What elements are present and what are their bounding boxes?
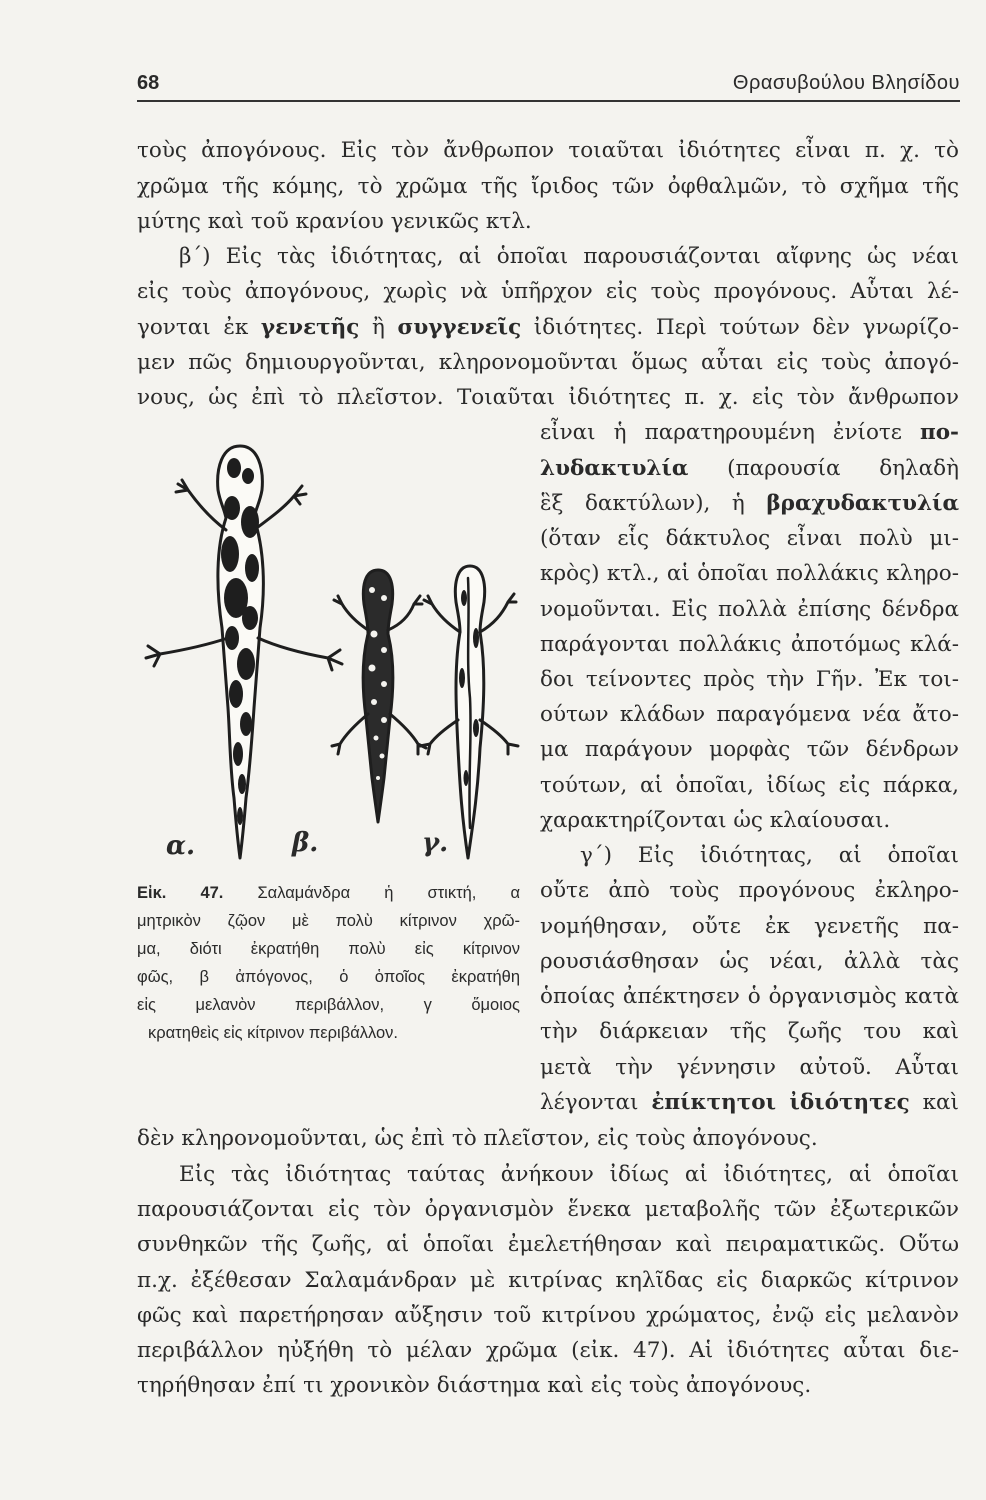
- text-line-acquired: [540, 1088, 959, 1118]
- text-line: ρουσιάσθησαν ὡς νέαι, ἀλλὰ τὰς: [540, 949, 959, 974]
- text-line: τοὺς ἀπογόνους. Εἰς τὸν ἄνθρωπον τοιαῦται ἰδιότητες εἶναι π. χ. τὸ: [137, 138, 959, 163]
- term-polydactyly: λυδακτυλία: [540, 456, 689, 481]
- paragraph-gamma-start: γ΄) Εἰς ἰδιότητας, αἱ ὁποῖαι: [580, 843, 959, 868]
- text-line: μα παράγουν μορφὰς τῶν δένδρων: [540, 737, 959, 762]
- text-line: τὴν διάρκειαν τῆς ζωῆς του καὶ: [540, 1019, 959, 1044]
- text-span: (παρουσία δηλαδὴ: [688, 456, 959, 481]
- text-line: π.χ. ἐξέθεσαν Σαλαμάνδραν μὲ κιτρίνας κηλῖδας εἰς διαρκῶς κίτρινον: [137, 1268, 959, 1293]
- text-line: φῶς καὶ παρετήρησαν αὔξησιν τοῦ κιτρίνου χρώματος, ἐνῷ εἰς μελανὸν: [137, 1303, 959, 1328]
- figure-number: Εἰκ. 47.: [137, 884, 224, 902]
- figure-label-a: α.: [166, 831, 196, 861]
- text-line-polydactyly-2: [540, 454, 959, 484]
- figure-salamanders: [140, 438, 525, 870]
- text-line: κρὸς) κτλ., αἱ ὁποῖαι πολλάκις κληρο-: [540, 561, 959, 586]
- caption-span: Σαλαμάνδρα ἡ στικτή, α: [223, 884, 520, 902]
- text-line: ὁποίας ἀπέκτησεν ὁ ὀργανισμὸς κατὰ: [540, 984, 959, 1009]
- text-line: μεν πῶς δημιουργοῦνται, κληρονομοῦνται ὅμως αὗται εἰς τοὺς ἀπογό-: [137, 350, 959, 375]
- running-title: Θρασυβούλου Βλησίδου: [732, 72, 960, 94]
- text-span: ἰδιότητες. Περὶ τούτων δὲν γνωρίζο-: [521, 315, 959, 340]
- figure-caption-line: [137, 880, 520, 906]
- term-congenital: συγγενεῖς: [397, 315, 522, 340]
- text-line: εἰς τοὺς ἀπογόνους, χωρὶς νὰ ὑπῆρχον εἰς τοὺς προγόνους. Αὗται λέ-: [137, 279, 959, 304]
- text-line: τηρήθησαν ἐπί τι χρονικὸν διάστημα καὶ εἰς τοὺς ἀπογόνους.: [137, 1373, 812, 1398]
- text-span: γονται ἐκ: [137, 315, 261, 340]
- figure-caption-line: εἰς μελανὸν περιβάλλον, γ ὅμοιος: [137, 996, 520, 1014]
- figure-caption-line: μα, διότι ἐκρατήθη πολὺ εἰς κίτρινον: [137, 940, 520, 958]
- term-genetic: γενετῆς: [260, 315, 360, 340]
- figure-caption-line: κρατηθεὶς εἰς κίτρινον περιβάλλον.: [148, 1024, 398, 1042]
- salamander-c-drawing: [420, 566, 518, 858]
- text-span: ἢ: [359, 315, 398, 340]
- text-line: νομοῦνται. Εἰς πολλὰ ἐπίσης δένδρα: [540, 597, 959, 622]
- term-poly-part: πο-: [919, 420, 959, 445]
- text-line-genetic: [137, 313, 959, 343]
- text-line: δοι τείνοντες πρὸς τὴν Γῆν. Ἐκ τοι-: [540, 667, 959, 692]
- text-span: ἓξ δακτύλων), ἡ: [540, 491, 767, 516]
- text-line: συνθηκῶν τῆς ζωῆς, αἱ ὁποῖαι ἐμελετήθησαν καὶ πειραματικῶς. Οὕτω: [137, 1232, 959, 1257]
- text-span: εἶναι ἡ παρατηρουμένη ἐνίοτε: [540, 420, 920, 445]
- text-line: παράγονται πολλάκις ἀποτόμως κλά-: [540, 632, 959, 657]
- text-line: μετὰ τὴν γέννησιν αὐτοῦ. Αὗται: [540, 1055, 959, 1080]
- term-brachydactyly: βραχυδακτυλία: [766, 491, 959, 516]
- salamander-illustration: [140, 438, 525, 870]
- paragraph-beta-start: β΄) Εἰς τὰς ἰδιότητας, αἱ ὁποῖαι παρουσιάζονται αἴφνης ὡς νέαι: [179, 244, 959, 269]
- text-line-polydactyly: [540, 418, 959, 448]
- text-span: λέγονται: [540, 1090, 652, 1115]
- page-header: [137, 70, 960, 102]
- figure-caption-line: μητρικὸν ζῷον μὲ πολὺ κίτρινον χρῶ-: [137, 912, 520, 930]
- text-line: νους, ὡς ἐπὶ τὸ πλεῖστον. Τοιαῦται ἰδιότητες π. χ. εἰς τὸν ἄνθρωπον: [137, 385, 959, 410]
- text-line: ούτων κλάδων παραγόμενα νέα ἄτο-: [540, 702, 959, 727]
- term-acquired-traits: ἐπίκτητοι ἰδιότητες: [651, 1090, 910, 1115]
- text-line: τούτων, αἱ ὁποῖαι, ἰδίως εἰς πάρκα,: [540, 773, 959, 798]
- text-line: χρῶμα τῆς κόμης, τὸ χρῶμα τῆς ἴριδος τῶν ὀφθαλμῶν, τὸ σχῆμα τῆς: [137, 174, 959, 199]
- text-line: περιβάλλον ηὐξήθη τὸ μέλαν χρῶμα (εἰκ. 47). Αἱ ἰδιότητες αὗται διε-: [137, 1338, 959, 1363]
- text-line: δὲν κληρονομοῦνται, ὡς ἐπὶ τὸ πλεῖστον, εἰς τοὺς ἀπογόνους.: [137, 1126, 818, 1151]
- text-line-brachydactyly: [540, 489, 959, 519]
- text-line: παρουσιάζονται εἰς τὸν ὀργανισμὸν ἕνεκα μεταβολῆς τῶν ἐξωτερικῶν: [137, 1197, 959, 1222]
- paragraph-start: Εἰς τὰς ἰδιότητας ταύτας ἀνήκουν ἰδίως αἱ ἰδιότητες, αἱ ὁποῖαι: [179, 1162, 959, 1187]
- figure-label-b: β.: [292, 828, 319, 858]
- figure-label-c: γ.: [422, 828, 449, 858]
- text-line: χαρακτηρίζονται ὡς κλαίουσαι.: [540, 808, 891, 833]
- text-line: νομήθησαν, οὔτε ἐκ γενετῆς πα-: [540, 914, 959, 939]
- text-span: καὶ: [909, 1090, 959, 1115]
- text-line: μύτης καὶ τοῦ κρανίου γενικῶς κτλ.: [137, 209, 532, 234]
- text-line: (ὅταν εἷς δάκτυλος εἶναι πολὺ μι-: [540, 526, 959, 551]
- page-number: 68: [137, 72, 160, 94]
- salamander-b-drawing: [332, 570, 426, 822]
- text-line: οὔτε ἀπὸ τοὺς προγόνους ἐκληρο-: [540, 878, 959, 903]
- figure-caption-line: φῶς, β ἀπόγονος, ὁ ὁποῖος ἐκρατήθη: [137, 968, 520, 986]
